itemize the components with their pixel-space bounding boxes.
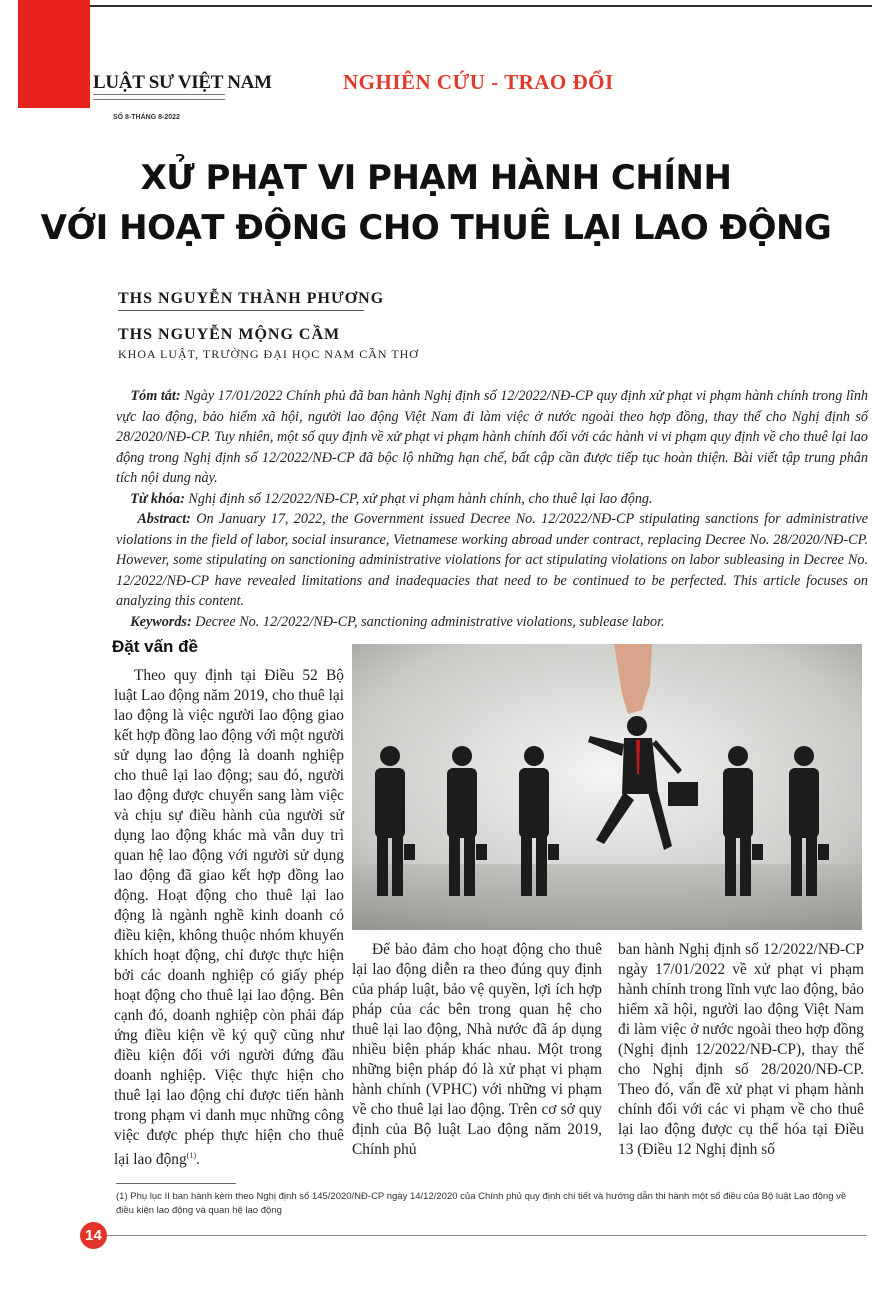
keywords-vi-text: Nghị định số 12/2022/NĐ-CP, xử phạt vi phạm hành chính, cho thuê lại lao động. [188,490,653,507]
illustration-floor [352,864,862,930]
body-col2-text: Để bảo đảm cho hoạt động cho thuê lại lao động diễn ra theo đúng quy định của pháp luật, bảo vệ quyền, lợi ích hợp pháp của các bên trong quan hệ cho thuê lại lao động, Nhà nước đã áp dụng nhiều biện pháp khác nhau. Một trong những biện pháp đó là xử phạt vi phạm hành chính (VPHC) với những vi phạm về cho thuê lại lao động. Trên cơ sở quy định của Bộ luật Lao động năm 2019, Chính phủ [352,941,602,1158]
bottom-rule [107,1235,867,1236]
abstract-vi-label: Tóm tắt: [130,388,181,404]
article-title-line-2: VỚI HOẠT ĐỘNG CHO THUÊ LẠI LAO ĐỘNG [40,208,832,248]
footnote: (1) Phụ lục II ban hành kèm theo Nghị định số 145/2020/NĐ-CP ngày 14/12/2020 của Chính phủ quy định chi tiết và hướng dẫn thi hành một số điều của Bộ luật Lao động về điều kiện lao động và quan hệ lao động [116,1191,847,1216]
body-column-2 [352,940,602,1160]
keywords-en-label: Keywords: [130,613,192,630]
body-column-1 [114,666,344,1170]
author-divider [118,310,364,311]
masthead-underline [93,94,225,100]
abstract-vi [116,386,868,489]
keywords-en-text: Decree No. 12/2022/NĐ-CP, sanctioning administrative violations, sublease labor. [195,613,665,630]
top-rule [90,5,872,7]
body-col1-end: . [196,1151,200,1169]
author-1: THS NGUYỄN THÀNH PHƯƠNG [118,290,385,307]
keywords-en [116,612,868,633]
issue-label: SỐ 8-THÁNG 8-2022 [113,114,180,121]
illustration-businessmen [352,644,862,930]
body-col3-text: ban hành Nghị định số 12/2022/NĐ-CP ngày 17/01/2022 về xử phạt vi phạm hành chính trong lĩnh vực lao động, bảo hiểm xã hội, người lao động Việt Nam đi làm việc ở nước ngoài theo hợp đồng (Nghị định 12/2022/NĐ-CP), thay thế cho Nghị định số 28/2020/NĐ-CP. Theo đó, vấn đề xử phạt vi phạm hành chính đối với các vi phạm về cho thuê lại lao động được cụ thể hóa tại Điều 13 (Điều 12 Nghị định số [618,941,864,1158]
abstract-en [116,509,868,612]
section-title: NGHIÊN CỨU - TRAO ĐỔI [343,70,614,94]
abstract-vi-text: Ngày 17/01/2022 Chính phủ đã ban hành Nghị định số 12/2022/NĐ-CP quy định xử phạt vi phạm hành chính trong lĩnh vực lao động, bảo hiểm xã hội, người lao động Việt Nam đi làm việc ở nước ngoài theo hợp đồng, thay thế cho Nghị định số 28/2020/NĐ-CP. Tuy nhiên, một số quy định về xử phạt vi phạm hành chính đối với các hành vi vi phạm quy định về cho thuê lại lao động trong Nghị định số 12/2022/NĐ-CP đã bộc lộ những hạn chế, bất cập cần được tiếp tục hoàn thiện. Bài viết tập trung phân tích nội dung này. [116,388,869,486]
article-title-line-1: XỬ PHẠT VI PHẠM HÀNH CHÍNH [140,158,732,198]
body-column-3 [618,940,864,1160]
body-col1-text: Theo quy định tại Điều 52 Bộ luật Lao động năm 2019, cho thuê lại lao động là việc người lao động giao kết hợp đồng lao động với một người sử dụng lao động là doanh nghiệp cho thuê lại lao động; sau đó, người lao động được chuyển sang làm việc và chịu sự điều hành của người sử dụng lao động khác mà vẫn duy trì quan hệ lao động với người sử dụng lao động đã giao kết hợp đồng lao động. Hoạt động cho thuê lại lao động là ngành nghề kinh doanh có điều kiện, không thuộc nhóm khuyến khích hoạt động, chỉ được thực hiện bởi các doanh nghiệp có giấy phép hoạt động cho thuê lại lao động. Bên cạnh đó, doanh nghiệp còn phải đáp ứng điều kiện về ký quỹ cũng như điều kiện đối với người đứng đầu doanh nghiệp. Việc thực hiện cho thuê lại lao động chỉ được tiến hành trong phạm vi danh mục những công việc được phép thực hiện cho thuê lại lao động [114,667,344,1169]
page-number: 14 [80,1222,107,1249]
abstract-en-label: Abstract: [137,511,191,527]
author-2: THS NGUYỄN MỘNG CẦM [118,326,341,343]
brand-color-block [18,0,90,108]
keywords-vi-label: Từ khóa: [130,490,185,507]
keywords-vi [116,489,868,510]
footnote-divider [116,1183,236,1184]
abstract-block [116,386,868,632]
affiliation: KHOA LUẬT, TRƯỜNG ĐẠI HỌC NAM CẦN THƠ [118,347,419,361]
magazine-name: LUẬT SƯ VIỆT NAM [93,72,272,93]
section-heading: Đặt vấn đề [112,637,198,656]
abstract-en-text: On January 17, 2022, the Government issued Decree No. 12/2022/NĐ-CP stipulating sanctions for administrative violations in the field of labor, social insurance, Vietnamese working abroad under contract, replacing Decree No. 28/2020/NĐ-CP. However, some stipulating on sanctioning administrative violations for act stipulating violations on labor subleasing in Decree No. 12/2022/NĐ-CP have revealed limitations and inadequacies that need to be continued to be perfected. This article focuses on analyzing this content. [116,511,868,609]
footnote-ref[interactable]: (1) [186,1151,196,1160]
